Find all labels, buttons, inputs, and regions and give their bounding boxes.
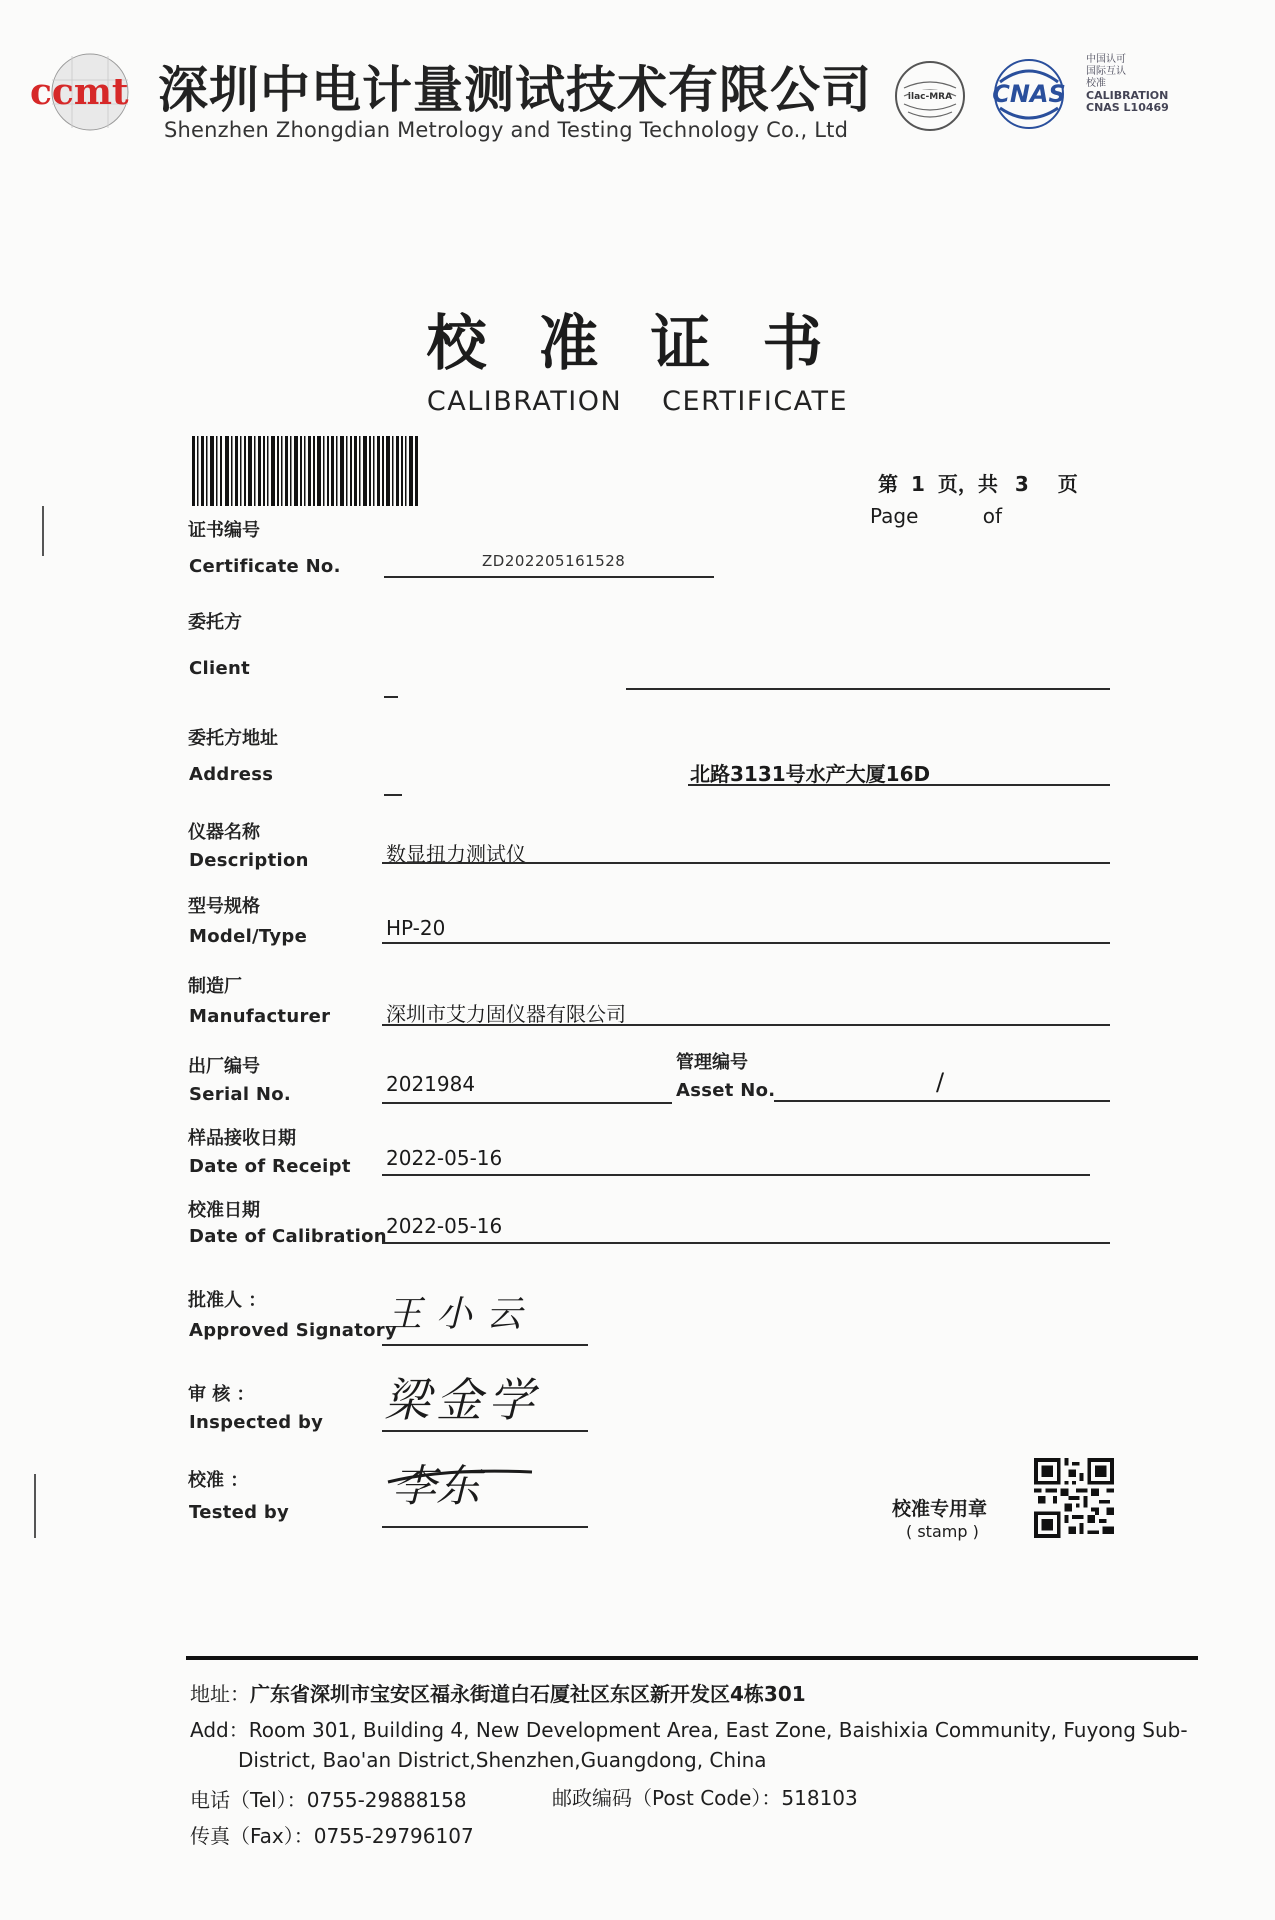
serial-value: 2021984 xyxy=(386,1072,476,1096)
footer-postcode-value: 518103 xyxy=(781,1786,858,1810)
footer-rule xyxy=(186,1656,1198,1660)
ilac-mra-logo xyxy=(892,58,968,134)
address-label-en: Address xyxy=(189,764,274,785)
cnas-line-5: CNAS L10469 xyxy=(1086,101,1169,114)
title-en-2: CERTIFICATE xyxy=(662,386,849,417)
cnas-line-1: 中国认可 xyxy=(1086,54,1126,65)
svg-text:ilac-MRA: ilac-MRA xyxy=(907,92,953,102)
cal-date-label-en: Date of Calibration xyxy=(189,1226,387,1247)
footer-tel xyxy=(190,1784,467,1813)
cal-date-label-cn: 校准日期 xyxy=(188,1200,260,1221)
footer-tel-label: 电话（Tel）： xyxy=(190,1788,307,1812)
approved-line xyxy=(382,1344,588,1346)
inspected-label-en: Inspected by xyxy=(189,1412,324,1433)
model-label-cn: 型号规格 xyxy=(188,896,260,917)
asset-label-cn: 管理编号 xyxy=(676,1052,748,1073)
approved-label-cn: 批准人 ： xyxy=(188,1290,267,1311)
asset-line xyxy=(774,1100,1110,1102)
company-name-cn: 深圳中电计量测试技术有限公司 xyxy=(158,61,872,119)
cert-no-label-cn: 证书编号 xyxy=(188,520,260,541)
manufacturer-label-cn: 制造厂 xyxy=(188,976,242,997)
manufacturer-label-en: Manufacturer xyxy=(189,1006,331,1027)
title-en xyxy=(0,386,1275,417)
model-label-en: Model/Type xyxy=(189,926,308,947)
address-line-left xyxy=(384,794,402,796)
page-cn-mid: 页，共 xyxy=(937,472,998,496)
footer-address-en-2: District, Bao'an District,Shenzhen,Guangdong, China xyxy=(238,1748,767,1772)
footer-postcode xyxy=(552,1782,858,1811)
certificate-barcode xyxy=(192,436,418,506)
serial-label-en: Serial No. xyxy=(189,1084,292,1105)
description-line xyxy=(382,862,1110,864)
footer-address-en-1 xyxy=(190,1714,1188,1743)
address-line xyxy=(688,784,1110,786)
description-label-cn: 仪器名称 xyxy=(188,822,260,843)
receipt-line xyxy=(382,1174,1090,1176)
footer-fax-label: 传真（Fax）： xyxy=(190,1824,314,1848)
inspected-signature: 梁金学 xyxy=(384,1373,540,1427)
page-counter-en xyxy=(870,504,1002,528)
title-cn: 校准证书 xyxy=(426,309,875,379)
cnas-line-3: 校准 xyxy=(1086,78,1106,89)
page-current: 1 xyxy=(910,472,925,496)
model-line xyxy=(382,942,1110,944)
client-line xyxy=(626,688,1110,690)
receipt-value: 2022-05-16 xyxy=(386,1146,503,1170)
description-label-en: Description xyxy=(189,850,309,871)
serial-line xyxy=(382,1102,672,1104)
ccmt-logo xyxy=(28,50,148,134)
page-en-of: of xyxy=(982,504,1003,528)
address-value: 北路3131号水产大厦16D xyxy=(690,762,931,786)
description-value: 数显扭力测试仪 xyxy=(386,842,526,866)
client-label-en: Client xyxy=(189,658,250,679)
footer-address-en-value-1: Room 301, Building 4, New Development Area, East Zone, Baishixia Community, Fuyong Sub- xyxy=(248,1718,1188,1742)
manufacturer-value: 深圳市艾力固仪器有限公司 xyxy=(386,1002,626,1026)
page-total: 3 xyxy=(1014,472,1029,496)
client-label-cn: 委托方 xyxy=(188,612,242,633)
approved-label-en: Approved Signatory xyxy=(189,1320,397,1341)
scan-edge-mark xyxy=(34,1474,36,1538)
title-en-1: CALIBRATION xyxy=(426,386,623,417)
page-cn-suffix: 页 xyxy=(1057,472,1078,496)
receipt-label-cn: 样品接收日期 xyxy=(188,1128,296,1149)
qr-code xyxy=(1034,1458,1114,1538)
company-name-en: Shenzhen Zhongdian Metrology and Testing Technology Co., Ltd xyxy=(164,118,849,142)
logo-text: ccmt xyxy=(30,71,129,113)
cnas-line-2: 国际互认 xyxy=(1086,66,1126,77)
stamp-label-cn: 校准专用章 xyxy=(892,1498,988,1520)
cert-no-line xyxy=(384,576,714,578)
footer-fax-value: 0755-29796107 xyxy=(313,1824,474,1848)
tested-label-cn: 校准 ： xyxy=(188,1470,249,1491)
cnas-line-4: CALIBRATION xyxy=(1086,89,1169,102)
stamp-label-en: ( stamp ) xyxy=(906,1522,979,1541)
tested-label-en: Tested by xyxy=(189,1502,290,1523)
footer-tel-value: 0755-29888158 xyxy=(306,1788,467,1812)
scan-edge-mark xyxy=(42,506,44,556)
cnas-logo-text: CNAS xyxy=(992,80,1066,108)
page-cn-prefix: 第 xyxy=(878,472,898,496)
cal-date-value: 2022-05-16 xyxy=(386,1214,503,1238)
footer-postcode-label: 邮政编码（Post Code）： xyxy=(552,1786,782,1810)
footer-address-cn-value: 广东省深圳市宝安区福永街道白石厦社区东区新开发区4栋301 xyxy=(250,1682,806,1706)
receipt-label-en: Date of Receipt xyxy=(189,1156,351,1177)
page-en-label: Page xyxy=(870,504,919,528)
client-line-left xyxy=(384,696,398,698)
manufacturer-line xyxy=(382,1024,1110,1026)
cal-date-line xyxy=(382,1242,1110,1244)
footer-fax xyxy=(190,1820,474,1849)
serial-label-cn: 出厂编号 xyxy=(188,1056,260,1077)
footer-address-cn xyxy=(190,1678,806,1707)
asset-value: / xyxy=(936,1068,945,1096)
footer-address-en-label: Add： xyxy=(190,1718,249,1742)
address-label-cn: 委托方地址 xyxy=(188,728,278,749)
inspected-line xyxy=(382,1430,588,1432)
tested-signature-stroke xyxy=(384,1462,536,1492)
tested-signature: 李东 xyxy=(392,1461,480,1512)
page-counter-cn xyxy=(878,468,1078,497)
cert-no-value: ZD202205161528 xyxy=(482,552,626,570)
model-value: HP-20 xyxy=(386,916,446,940)
approved-signature: 王小云 xyxy=(386,1294,537,1335)
footer-address-cn-label: 地址： xyxy=(190,1682,250,1706)
asset-label-en: Asset No. xyxy=(676,1080,776,1101)
cnas-logo xyxy=(986,56,1072,132)
cert-no-label-en: Certificate No. xyxy=(189,556,341,577)
tested-line xyxy=(382,1526,588,1528)
inspected-label-cn: 审 核 ： xyxy=(188,1384,255,1405)
cnas-accreditation-text xyxy=(1086,54,1169,114)
